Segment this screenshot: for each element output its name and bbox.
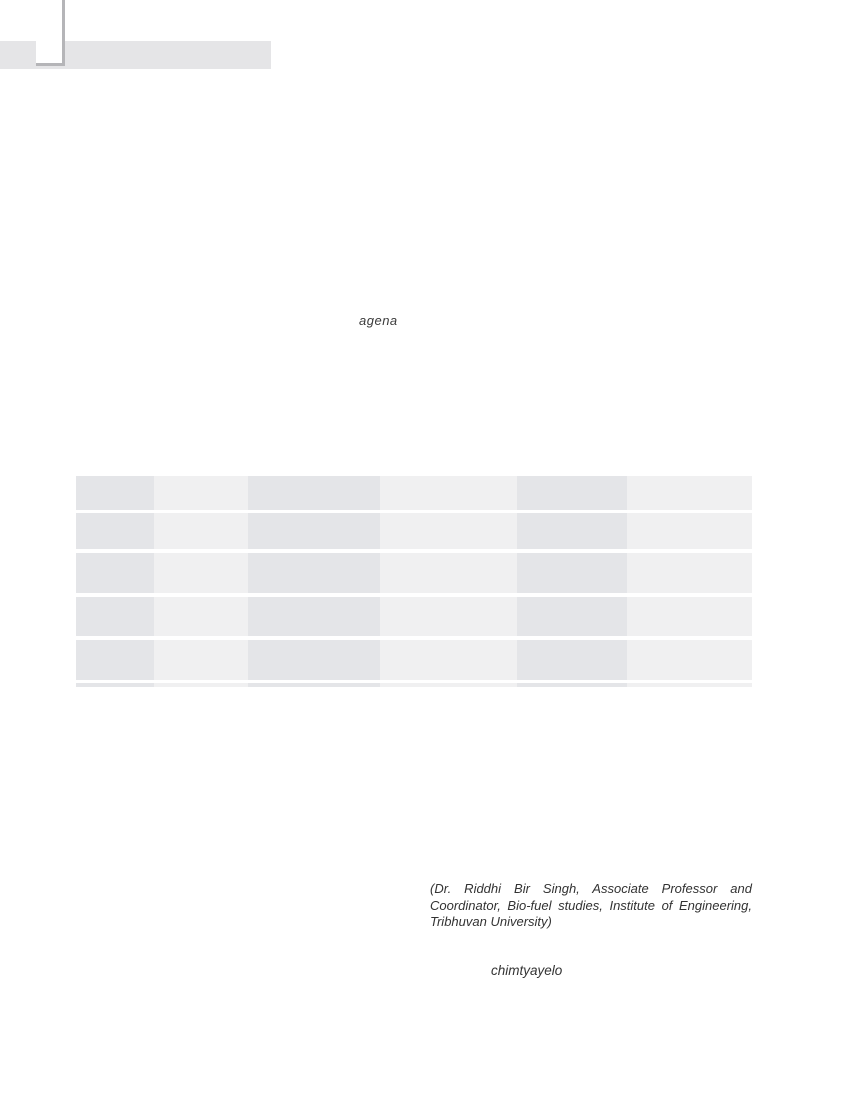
table-cell — [154, 476, 248, 510]
table-cell — [627, 683, 752, 687]
table-cell — [248, 513, 380, 549]
table-cell — [248, 640, 380, 680]
table-cell — [248, 597, 380, 636]
table-cell — [627, 513, 752, 549]
table-row — [76, 640, 752, 680]
table-cell — [154, 553, 248, 593]
page-tab — [36, 0, 65, 66]
credit-line-3: Tribhuvan University) — [430, 914, 552, 929]
credit-line-2: Coordinator, Bio-fuel studies, Institute of Engineering, — [430, 897, 752, 913]
table-cell — [248, 476, 380, 510]
table-footer-strip — [76, 683, 752, 687]
table-cell — [154, 513, 248, 549]
table-cell — [517, 640, 627, 680]
table-cell — [627, 597, 752, 636]
table-cell — [380, 640, 517, 680]
table-cell — [76, 553, 154, 593]
table-cell — [154, 640, 248, 680]
table-row — [76, 513, 752, 549]
table-cell — [248, 553, 380, 593]
table-cell — [154, 683, 248, 687]
table-cell — [627, 553, 752, 593]
table-cell — [76, 683, 154, 687]
table-row — [76, 597, 752, 636]
table-cell — [76, 640, 154, 680]
table-row — [76, 553, 752, 593]
table-cell — [154, 597, 248, 636]
table-cell — [380, 683, 517, 687]
table-cell — [517, 683, 627, 687]
table-cell — [627, 476, 752, 510]
credit-line-1: (Dr. Riddhi Bir Singh, Associate Professor and — [430, 881, 752, 896]
table-cell — [517, 513, 627, 549]
table-cell — [248, 683, 380, 687]
table-cell — [627, 640, 752, 680]
table-cell — [517, 476, 627, 510]
table-cell — [517, 597, 627, 636]
table-cell — [76, 597, 154, 636]
caption-word: chimtyayelo — [491, 963, 563, 978]
placeholder-table — [76, 476, 752, 687]
inline-word-agena: agena — [359, 313, 398, 328]
table-cell — [380, 476, 517, 510]
table-cell — [380, 597, 517, 636]
table-cell — [380, 553, 517, 593]
table-cell — [517, 553, 627, 593]
table-cell — [76, 476, 154, 510]
table-cell — [76, 513, 154, 549]
author-credit — [430, 881, 752, 931]
table-cell — [380, 513, 517, 549]
table-row — [76, 476, 752, 510]
